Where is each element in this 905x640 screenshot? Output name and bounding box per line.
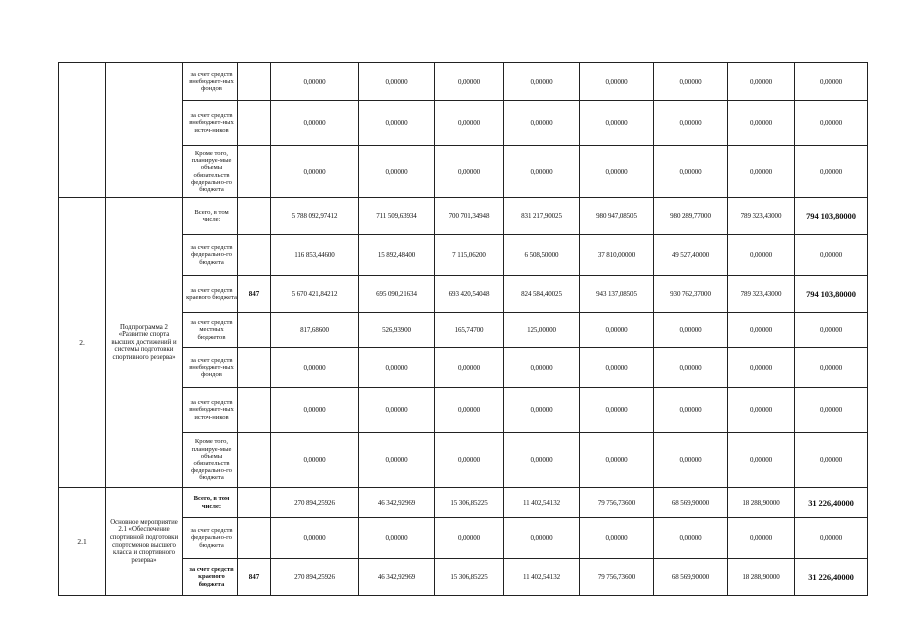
code-cell xyxy=(238,101,271,146)
value-cell: 711 509,63934 xyxy=(359,198,435,235)
value-cell: 0,00000 xyxy=(795,146,868,198)
table-row xyxy=(59,198,868,235)
value-cell: 11 402,54132 xyxy=(504,559,580,596)
value-cell: 46 342,92969 xyxy=(359,488,435,518)
value-cell: 15 306,85225 xyxy=(435,488,504,518)
value-cell: 0,00000 xyxy=(435,348,504,388)
code-cell xyxy=(238,388,271,433)
source-label: Всего, в том числе: xyxy=(183,488,238,518)
value-cell: 15 892,48400 xyxy=(359,235,435,276)
value-cell: 0,00000 xyxy=(654,518,728,559)
value-cell: 0,00000 xyxy=(359,433,435,488)
code-cell xyxy=(238,348,271,388)
value-cell: 68 569,90000 xyxy=(654,488,728,518)
value-cell: 831 217,90025 xyxy=(504,198,580,235)
value-cell: 0,00000 xyxy=(504,348,580,388)
value-cell: 270 894,25926 xyxy=(271,488,359,518)
value-cell: 794 103,80000 xyxy=(795,198,868,235)
source-label: за счет средств внебюджет-ных источ-ников xyxy=(183,388,238,433)
value-cell: 0,00000 xyxy=(795,235,868,276)
value-cell: 0,00000 xyxy=(728,235,795,276)
value-cell: 270 894,25926 xyxy=(271,559,359,596)
value-cell: 0,00000 xyxy=(795,388,868,433)
source-label: за счет средств внебюджет-ных источ-ников xyxy=(183,101,238,146)
value-cell: 68 569,90000 xyxy=(654,559,728,596)
value-cell: 7 115,06200 xyxy=(435,235,504,276)
value-cell: 0,00000 xyxy=(504,63,580,101)
value-cell: 0,00000 xyxy=(795,518,868,559)
value-cell: 0,00000 xyxy=(728,518,795,559)
value-cell: 0,00000 xyxy=(654,313,728,348)
value-cell: 0,00000 xyxy=(504,388,580,433)
section-name: Подпрограмма 2 «Развитие спорта высших достижений и системы подготовки спортивного резерва» xyxy=(106,198,183,488)
value-cell: 125,00000 xyxy=(504,313,580,348)
section-index: 2.1 xyxy=(59,488,106,596)
value-cell: 0,00000 xyxy=(271,433,359,488)
code-cell xyxy=(238,488,271,518)
code-cell xyxy=(238,63,271,101)
source-label: за счет средств внебюджет-ных фондов xyxy=(183,348,238,388)
code-cell xyxy=(238,198,271,235)
source-label: за счет средств внебюджет-ных фондов xyxy=(183,63,238,101)
value-cell: 0,00000 xyxy=(580,101,654,146)
code-cell: 847 xyxy=(238,559,271,596)
value-cell: 0,00000 xyxy=(435,101,504,146)
value-cell: 0,00000 xyxy=(728,101,795,146)
value-cell: 0,00000 xyxy=(580,146,654,198)
value-cell: 11 402,54132 xyxy=(504,488,580,518)
value-cell: 0,00000 xyxy=(435,433,504,488)
value-cell: 0,00000 xyxy=(435,146,504,198)
value-cell: 0,00000 xyxy=(359,388,435,433)
value-cell: 165,74700 xyxy=(435,313,504,348)
value-cell: 0,00000 xyxy=(435,63,504,101)
value-cell: 980 947,08505 xyxy=(580,198,654,235)
name-cell xyxy=(106,63,183,198)
value-cell: 0,00000 xyxy=(654,63,728,101)
value-cell: 0,00000 xyxy=(359,146,435,198)
source-label: Кроме того, планируе-мые объемы обязательств федерально-го бюджета xyxy=(183,433,238,488)
value-cell: 18 288,90000 xyxy=(728,488,795,518)
code-cell xyxy=(238,235,271,276)
value-cell: 5 670 421,84212 xyxy=(271,276,359,313)
value-cell: 0,00000 xyxy=(654,348,728,388)
code-cell xyxy=(238,433,271,488)
value-cell: 0,00000 xyxy=(728,146,795,198)
value-cell: 695 090,21634 xyxy=(359,276,435,313)
value-cell: 0,00000 xyxy=(271,63,359,101)
value-cell: 0,00000 xyxy=(504,518,580,559)
value-cell: 0,00000 xyxy=(504,101,580,146)
value-cell: 817,68600 xyxy=(271,313,359,348)
value-cell: 0,00000 xyxy=(435,388,504,433)
value-cell: 0,00000 xyxy=(654,433,728,488)
value-cell: 526,93900 xyxy=(359,313,435,348)
table-row xyxy=(59,488,868,518)
value-cell: 0,00000 xyxy=(271,348,359,388)
value-cell: 0,00000 xyxy=(580,518,654,559)
value-cell: 0,00000 xyxy=(271,146,359,198)
value-cell: 0,00000 xyxy=(271,388,359,433)
value-cell: 0,00000 xyxy=(580,63,654,101)
value-cell: 794 103,80000 xyxy=(795,276,868,313)
value-cell: 0,00000 xyxy=(435,518,504,559)
value-cell: 0,00000 xyxy=(795,433,868,488)
value-cell: 0,00000 xyxy=(359,101,435,146)
source-label: за счет средств местных бюджетов xyxy=(183,313,238,348)
table-row xyxy=(59,63,868,101)
value-cell: 31 226,40000 xyxy=(795,559,868,596)
value-cell: 824 584,40025 xyxy=(504,276,580,313)
budget-table xyxy=(58,62,868,596)
value-cell: 789 323,43000 xyxy=(728,276,795,313)
value-cell: 789 323,43000 xyxy=(728,198,795,235)
value-cell: 79 756,73600 xyxy=(580,559,654,596)
value-cell: 37 810,00000 xyxy=(580,235,654,276)
value-cell: 0,00000 xyxy=(580,433,654,488)
source-label: за счет средств федерально-го бюджета xyxy=(183,518,238,559)
section-index: 2. xyxy=(59,198,106,488)
value-cell: 0,00000 xyxy=(654,146,728,198)
value-cell: 693 420,54048 xyxy=(435,276,504,313)
value-cell: 46 342,92969 xyxy=(359,559,435,596)
code-cell xyxy=(238,146,271,198)
value-cell: 0,00000 xyxy=(728,63,795,101)
value-cell: 0,00000 xyxy=(728,433,795,488)
value-cell: 116 853,44600 xyxy=(271,235,359,276)
value-cell: 5 788 092,97412 xyxy=(271,198,359,235)
section-name: Основное мероприятие 2.1 «Обеспечение спортивной подготовки спортсменов высшего класса и спортивного резерва» xyxy=(106,488,183,596)
value-cell: 18 288,90000 xyxy=(728,559,795,596)
value-cell: 930 762,37000 xyxy=(654,276,728,313)
value-cell: 0,00000 xyxy=(504,146,580,198)
value-cell: 0,00000 xyxy=(795,348,868,388)
value-cell: 0,00000 xyxy=(580,313,654,348)
code-cell: 847 xyxy=(238,276,271,313)
value-cell: 0,00000 xyxy=(580,348,654,388)
value-cell: 0,00000 xyxy=(359,63,435,101)
code-cell xyxy=(238,313,271,348)
value-cell: 0,00000 xyxy=(654,101,728,146)
value-cell: 79 756,73600 xyxy=(580,488,654,518)
value-cell: 0,00000 xyxy=(795,313,868,348)
value-cell: 980 289,77000 xyxy=(654,198,728,235)
value-cell: 0,00000 xyxy=(795,101,868,146)
value-cell: 0,00000 xyxy=(271,101,359,146)
source-label: за счет средств федерально-го бюджета xyxy=(183,235,238,276)
value-cell: 15 306,85225 xyxy=(435,559,504,596)
value-cell: 0,00000 xyxy=(654,388,728,433)
index-cell xyxy=(59,63,106,198)
value-cell: 6 508,50000 xyxy=(504,235,580,276)
value-cell: 0,00000 xyxy=(728,313,795,348)
source-label: Кроме того, планируе-мые объемы обязательств федерально-го бюджета xyxy=(183,146,238,198)
value-cell: 31 226,40000 xyxy=(795,488,868,518)
value-cell: 700 701,34948 xyxy=(435,198,504,235)
source-label: Всего, в том числе: xyxy=(183,198,238,235)
value-cell: 0,00000 xyxy=(504,433,580,488)
value-cell: 0,00000 xyxy=(728,348,795,388)
value-cell: 0,00000 xyxy=(580,388,654,433)
value-cell: 0,00000 xyxy=(359,518,435,559)
source-label: за счет средств краевого бюджета xyxy=(183,276,238,313)
source-label: за счет средств краевого бюджета xyxy=(183,559,238,596)
value-cell: 943 137,08505 xyxy=(580,276,654,313)
value-cell: 0,00000 xyxy=(795,63,868,101)
code-cell xyxy=(238,518,271,559)
value-cell: 0,00000 xyxy=(271,518,359,559)
value-cell: 49 527,40000 xyxy=(654,235,728,276)
value-cell: 0,00000 xyxy=(728,388,795,433)
value-cell: 0,00000 xyxy=(359,348,435,388)
